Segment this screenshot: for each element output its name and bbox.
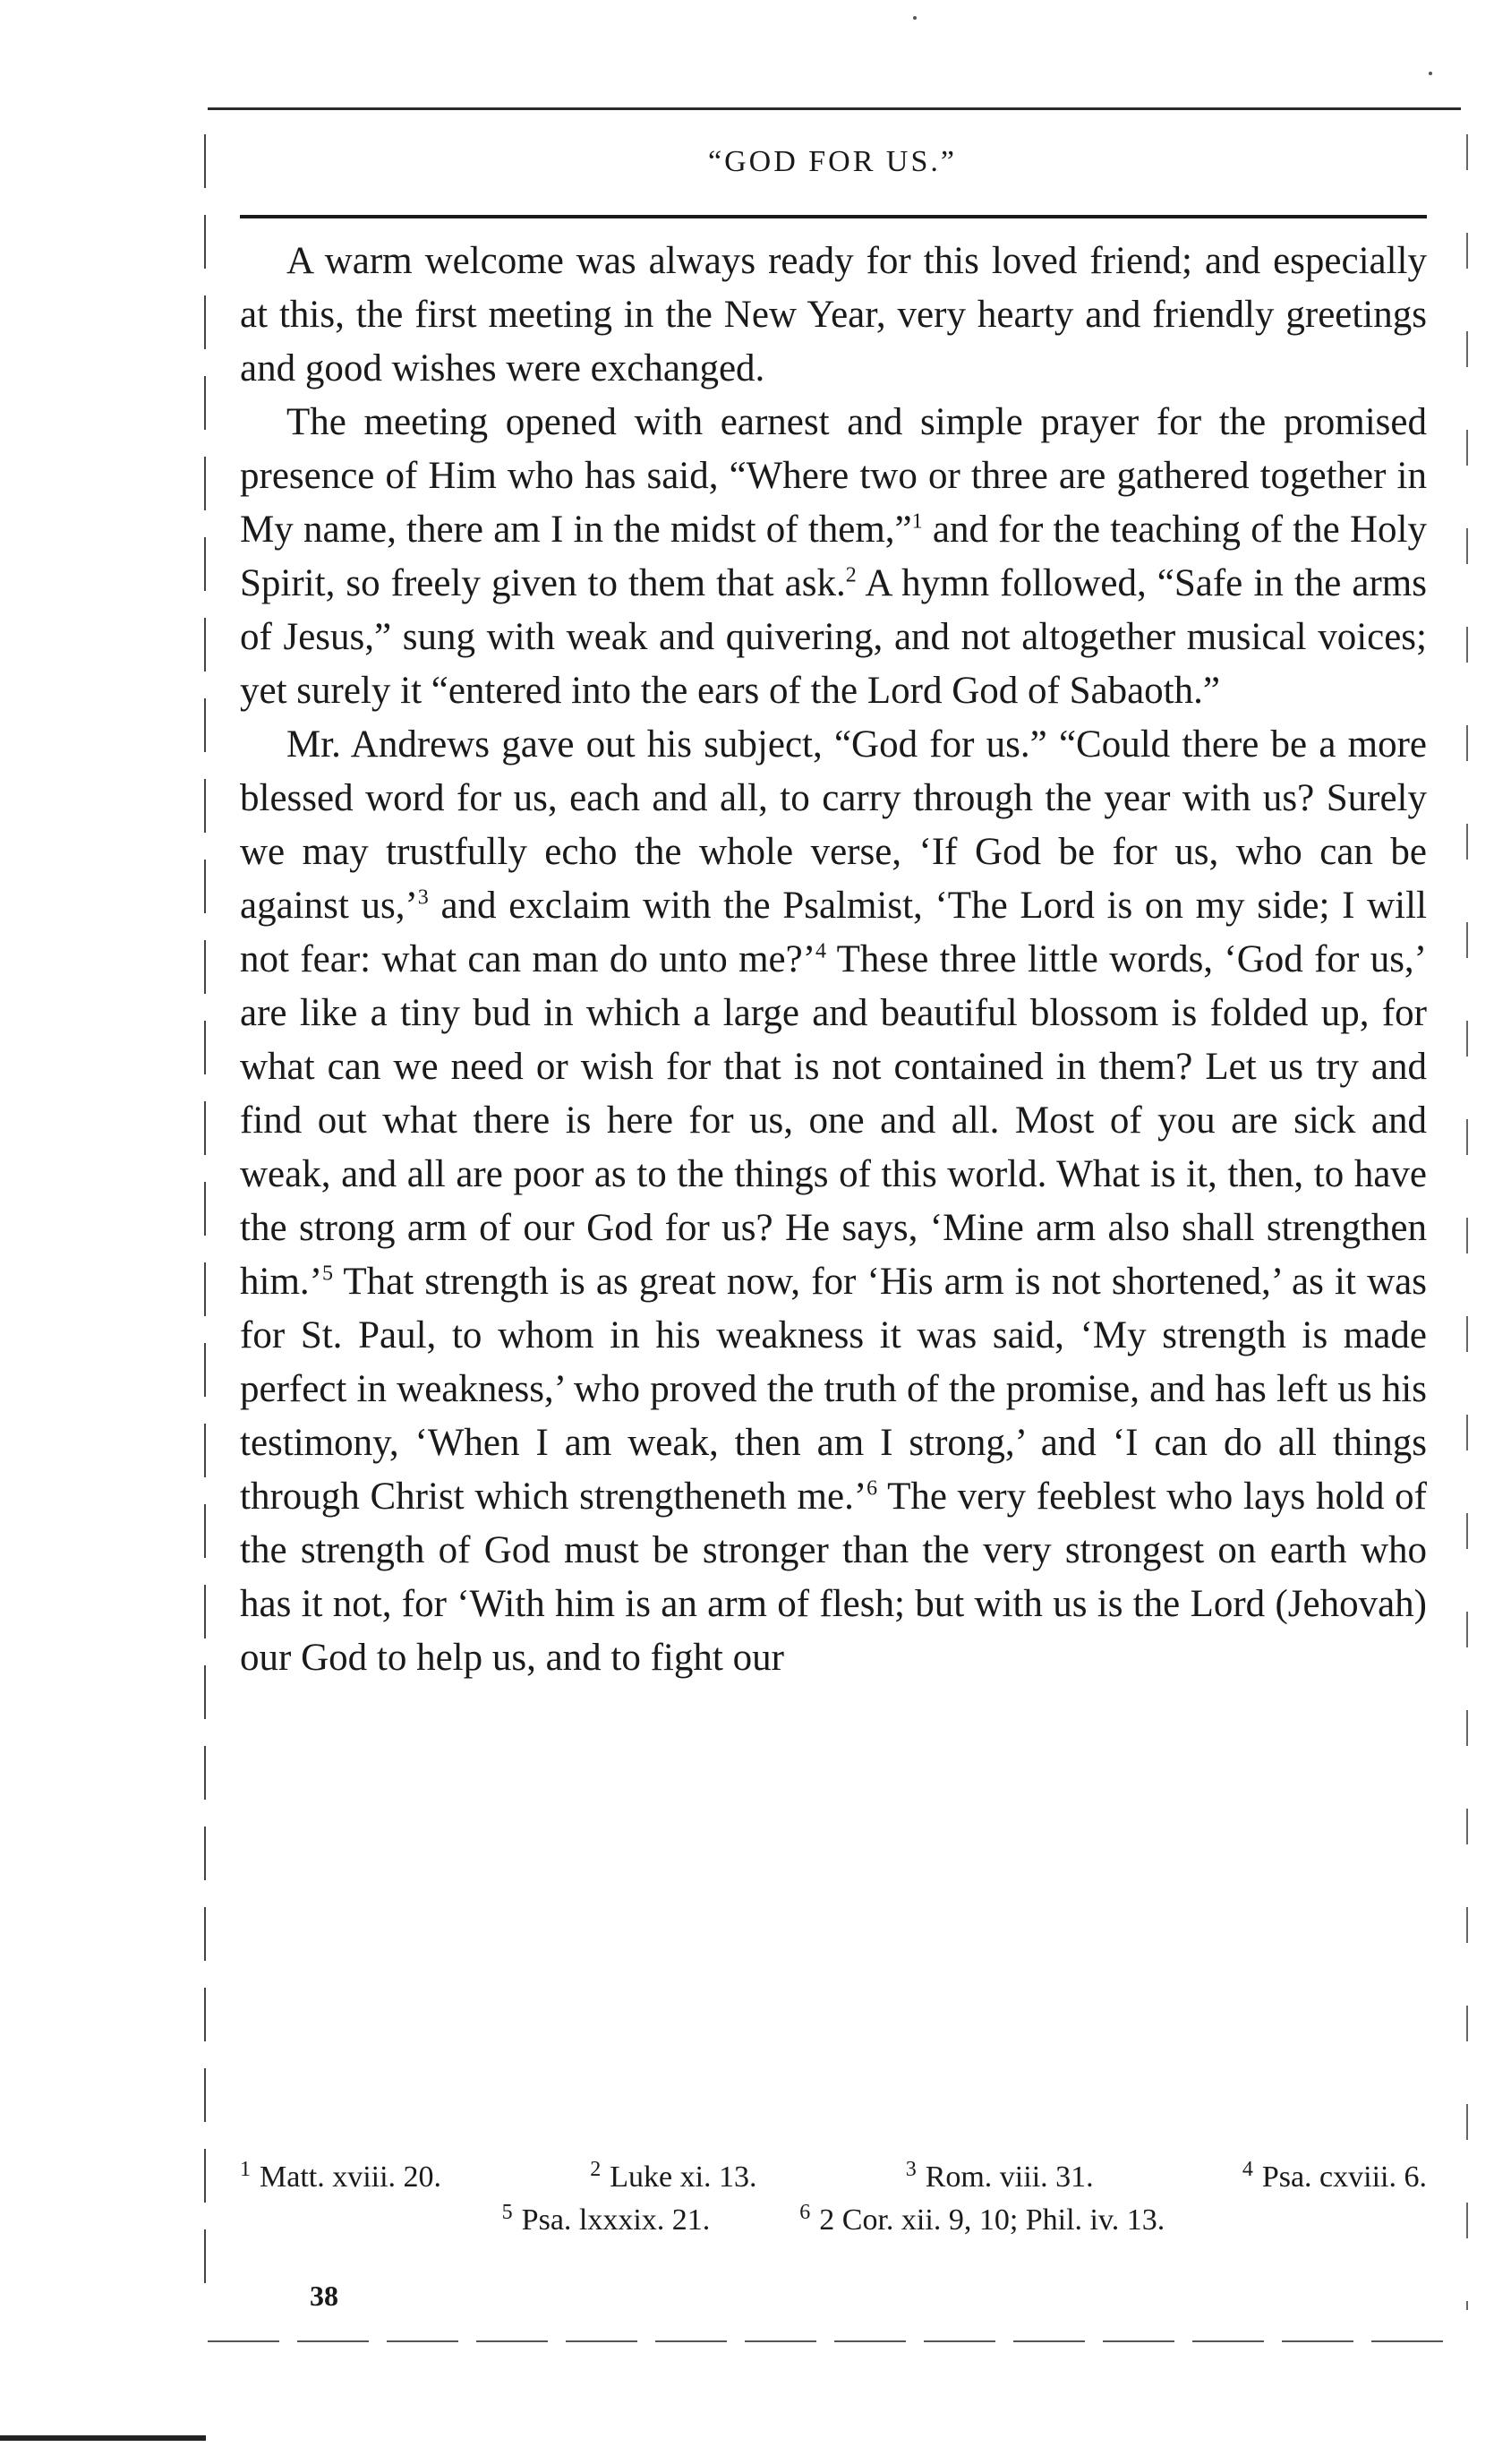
bottom-rule <box>208 2340 1461 2342</box>
page-number: 38 <box>310 2280 338 2312</box>
running-title: “GOD FOR US.” <box>708 145 957 178</box>
footnote <box>799 2199 1165 2242</box>
footnote <box>906 2156 1094 2199</box>
footnotes <box>240 2156 1427 2242</box>
footnote-ref: 5 <box>321 1262 333 1286</box>
top-rule <box>208 107 1461 110</box>
footnote-text: Luke xi. 13. <box>610 2160 757 2194</box>
footnote-ref: 3 <box>417 886 429 910</box>
paragraph-text: These three little words, ‘God for us,’ are like a tiny bud in which a large and beautiful blossom is folded up, for what can we need or wish for that is not contained in them? Let us try and find out what there is here for us, one and all. Most of you are sick and weak, and all are poor as to the things of this world. What is it, then, to have the strong arm of our God for us? He says, ‘Mine arm also shall strengthen him.’ <box>240 938 1427 1303</box>
paragraph-text: That strength is as great now, for ‘His arm is not shortened,’ as it was for St. Paul, to whom in his weakness it was said, ‘My strength is made perfect in weakness,’ who proved the truth of the promise, and has left us his testimony, ‘When I am weak, then am I strong,’ and ‘I can do all things through Christ which strengtheneth me.’ <box>240 1261 1427 1518</box>
footnote <box>240 2156 441 2199</box>
footnote-text: Matt. xviii. 20. <box>260 2160 442 2194</box>
footnote-number: 1 <box>240 2157 251 2181</box>
footnote-text: 2 Cor. xii. 9, 10; Phil. iv. 13. <box>819 2203 1165 2237</box>
paragraph-text: and exclaim with the Psalmist, ‘The Lord is on my side; I will not fear: what can man do unto me?’ <box>240 885 1427 980</box>
footnote-ref: 6 <box>866 1476 878 1501</box>
footnote-number: 3 <box>905 2157 917 2181</box>
right-border-line <box>1466 134 1468 2310</box>
footnote-number: 2 <box>590 2157 602 2181</box>
body-text <box>240 235 1427 1685</box>
scan-edge-mark <box>0 2435 206 2441</box>
footnote-text: Psa. cxviii. 6. <box>1261 2160 1427 2194</box>
paragraph-text: A warm welcome was always ready for this loved friend; and especially at this, the first meeting in the New Year, very hearty and friendly greetings and good wishes were exchanged. <box>240 240 1427 389</box>
speck-mark <box>1429 72 1432 75</box>
left-border-line <box>204 134 206 2310</box>
footnote-number: 5 <box>501 2200 513 2224</box>
footnote <box>590 2156 756 2199</box>
paragraph <box>240 718 1427 1685</box>
paragraph-text: The very feeblest who lays hold of the strength of God must be stronger than the very strongest on earth who has it not, for ‘With him is an arm of flesh; but with us is the Lord (Jehovah) our God to help us, and to fight our <box>240 1476 1427 1679</box>
footnote <box>1242 2156 1427 2199</box>
header-rule <box>240 215 1427 218</box>
footnote-ref: 4 <box>815 939 827 963</box>
footnote-number: 4 <box>1242 2157 1253 2181</box>
footnote-line <box>240 2156 1427 2199</box>
footnote <box>502 2199 711 2242</box>
footnote-number: 6 <box>799 2200 811 2224</box>
footnote-ref: 2 <box>845 563 857 587</box>
speck-mark <box>913 16 917 20</box>
paragraph-text: and for the teaching of the Holy Spirit, so freely given to them that ask. <box>240 509 1427 604</box>
paragraph-text: The meeting opened with earnest and simple prayer for the promised presence of Him who has said, “Where two or three are gathered together in My name, there am I in the midst of them,” <box>240 401 1427 551</box>
paragraph <box>240 396 1427 718</box>
paragraph <box>240 235 1427 396</box>
footnote-text: Rom. viii. 31. <box>925 2160 1094 2194</box>
footnote-line <box>240 2199 1427 2242</box>
footnote-ref: 1 <box>911 509 923 534</box>
paragraph-text: Mr. Andrews gave out his subject, “God for us.” “Could there be a more blessed word for us, each and all, to carry through the year with us? Surely we may trustfully echo the whole verse, ‘If God be for us, who can be against us,’ <box>240 723 1427 927</box>
paragraph-text: A hymn followed, “Safe in the arms of Jesus,” sung with weak and quivering, and not altogether musical voices; yet surely it “entered into the ears of the Lord God of Sabaoth.” <box>240 562 1427 712</box>
footnote-text: Psa. lxxxix. 21. <box>521 2203 711 2237</box>
